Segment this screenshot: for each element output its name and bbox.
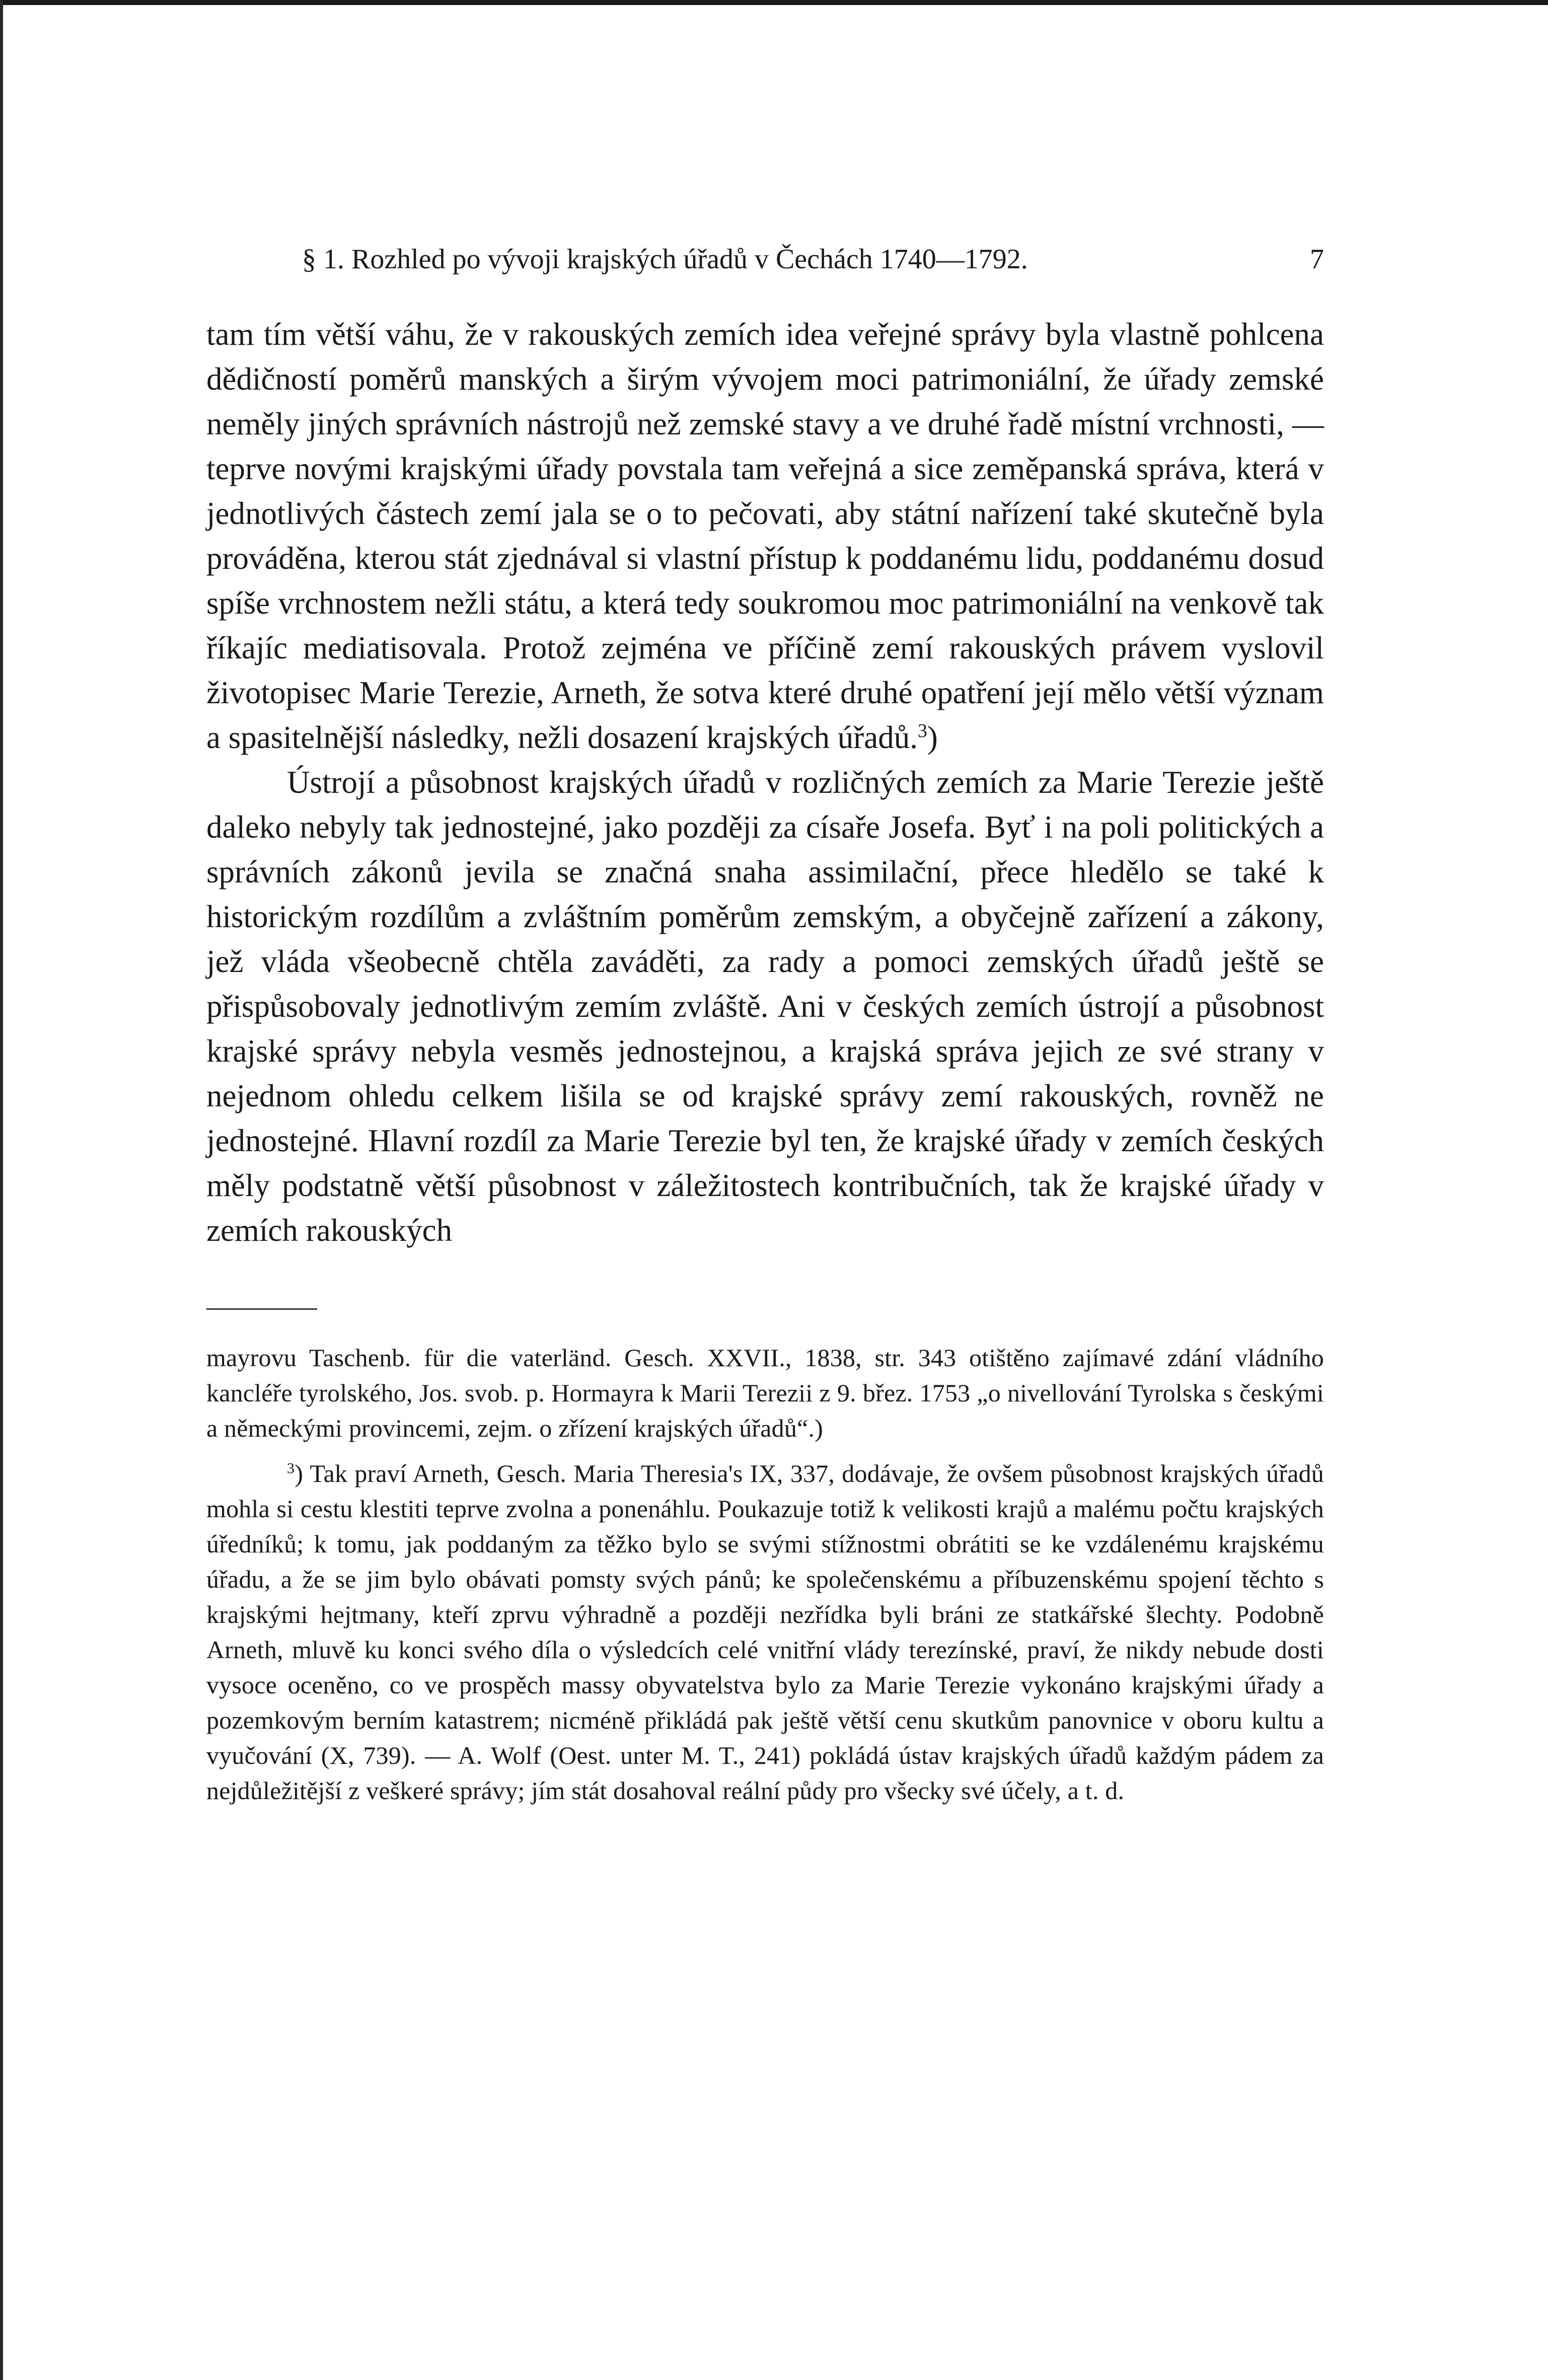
paragraph-1-text: tam tím větší váhu, že v rakouských zemích idea veřejné správy byla vlastně pohlcena dědičností poměrů manských a širým vývojem moci patrimoniální, že úřady zemské neměly jiných správních nástrojů než zemské stavy a ve druhé řadě místní vrchnosti, — teprve novými krajskými úřady povstala tam veřejná a sice zeměpanská správa, která v jednotlivých částech zemí jala se o to pečovati, aby státní nařízení také skutečně byla prováděna, kterou stát zjednával si vlastní přístup k poddanému lidu, poddanému dosud spíše vrchnostem nežli státu, a která tedy soukromou moc patrimoniální na venkově tak říkajíc mediatisovala. Protož zejména ve příčině zemí rakouských právem vyslovil životopisec Marie Terezie, Arneth, že sotva které druhé opatření její mělo větší význam a spasitelnější následky, nežli dosazení krajských úřadů. — [206, 317, 1324, 755]
footnote-3-mark: 3 — [287, 1460, 295, 1477]
paragraph-1 — [206, 312, 1324, 760]
footnote-continued: mayrovu Taschenb. für die vaterländ. Gesch. XXVII., 1838, str. 343 otištěno zajímavé zdání vládního kancléře tyrolského, Jos. svob. p. Hormayra k Marii Terezii z 9. břez. 1753 „o nivellování Tyrolska s českými a německými provincemi, zejm. o zřízení krajských úřadů“.) — [206, 1344, 1324, 1442]
scan-border-top — [0, 0, 1548, 5]
main-text — [206, 312, 1324, 1253]
footnote-3-paren: ) — [294, 1459, 304, 1488]
footnote-separator — [206, 1308, 317, 1310]
footnotes — [206, 1340, 1324, 1808]
paragraph-2: Ústrojí a působnost krajských úřadů v rozličných zemích za Marie Terezie ještě daleko nebyly tak jednostejné, jako později za císaře Josefa. Byť i na poli politických a správních zákonů jevila se značná snaha assimilační, přece hledělo se také k historickým rozdílům a zvláštním poměrům zemským, a obyčejně zařízení a zákony, jež vláda všeobecně chtěla zaváděti, za rady a pomoci zemských úřadů ještě se přispůsobovaly jednotlivým zemím zvláště. Ani v českých zemích ústrojí a působnost krajské správy nebyla vesměs jednostejnou, a krajská správa jejich ze své strany v nejednom ohledu celkem lišila se od krajské správy zemí rakouských, rovněž ne jednostejné. Hlavní rozdíl za Marie Terezie byl ten, že krajské úřady v zemích českých měly podstatně větší působnost v záležitostech kontribučních, tak že krajské úřady v zemích rakouských — [206, 765, 1324, 1248]
footnote-3 — [206, 1456, 1324, 1808]
document-page — [206, 237, 1324, 1808]
footnote-3-text: Tak praví Arneth, Gesch. Maria Theresia's IX, 337, dodávaje, že ovšem působnost krajských úřadů mohla si cestu klestiti teprve zvolna a ponenáhlu. Poukazuje totiž k velikosti krajů a malému počtu krajských úředníků; k tomu, jak poddaným za těžko bylo se svými stížnostmi obrátiti se ke vzdálenému krajskému úřadu, a že se jim bylo obávati pomsty svých pánů; ke společenskému a příbuzenskému spojení těchto s krajskými hejtmany, kteří zprvu výhradně a později nezřídka byli bráni ze statkářské šlechty. Podobně Arneth, mluvě ku konci svého díla o výsledcích celé vnitřní vlády terezínské, praví, že nikdy nebude dosti vysoce oceněno, co ve prospěch massy obyvatelstva bylo za Marie Terezie vykonáno krajskými úřady a pozemkovým berním katastrem; nicméně přikládá pak ještě větší cenu skutkům panovnice v oboru kultu a vyučování (X, 739). — A. Wolf (Oest. unter M. T., 241) pokládá ústav krajských úřadů každým pádem za nejdůležitější z veškeré správy; jím stát dosahoval reální půdy pro všecky své účely, a t. d. — [206, 1459, 1324, 1805]
footnote-ref-paren: ) — [927, 720, 938, 755]
running-header — [206, 237, 1324, 282]
footnote-ref-3: 3 — [917, 720, 927, 741]
page-number: 7 — [1310, 244, 1324, 275]
scan-border-left — [0, 0, 3, 2380]
running-header-title: § 1. Rozhled po vývoji krajských úřadů v Čechách 1740—1792. — [302, 244, 1028, 275]
